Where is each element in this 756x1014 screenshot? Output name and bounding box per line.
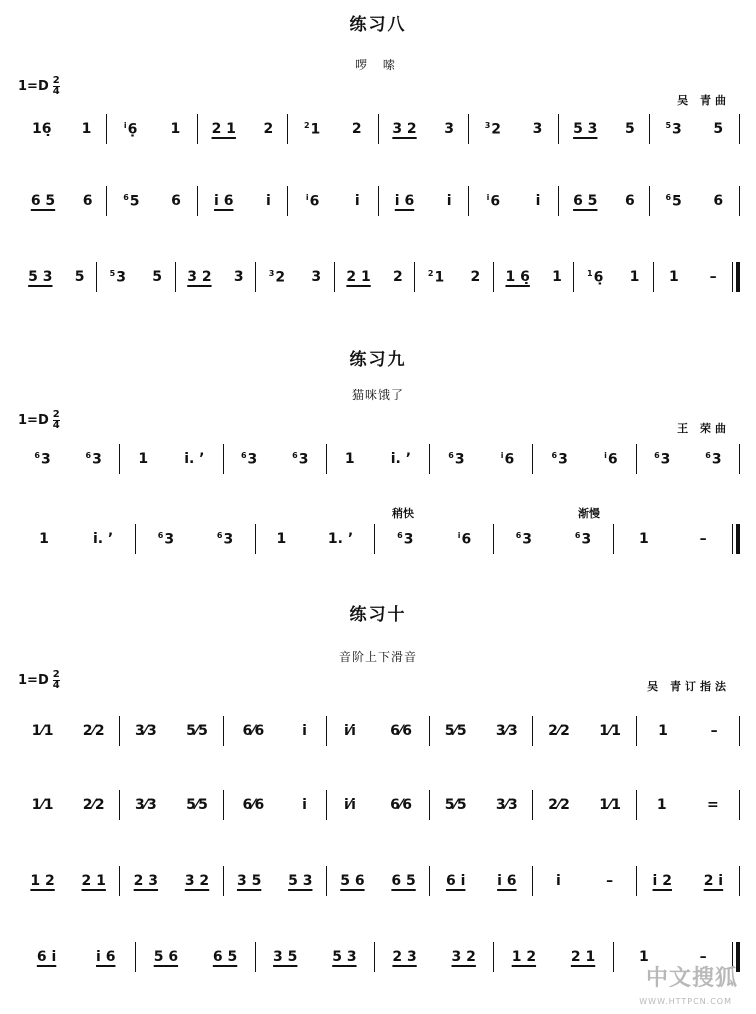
exercise-10-line-4 [16,942,740,972]
measure [494,531,612,548]
measure [559,121,648,137]
note: 6 5 [573,193,598,209]
measure [327,451,429,467]
note: 5 3 [332,949,357,965]
exercise-10-composer: 吴 青订指法 [647,680,730,693]
note: 2 3 [392,949,417,965]
note: i. ’ [390,451,412,467]
note: 2⁄2 [82,723,105,739]
measure [654,269,733,285]
note: 1⁄1 [599,723,622,739]
measure [533,723,635,739]
note: 1 [658,723,668,739]
exercise-10-title: 练习十 [349,605,407,625]
grace-note: 6 [240,450,247,460]
measure [650,121,739,138]
note: $^6$3 [448,450,465,468]
tempo-mark-slower: 渐慢 [578,507,600,520]
note: – [606,873,614,889]
time-signature: $\frac{2}{4}$ [52,75,60,97]
note: i 6 [96,949,116,965]
note: 5 3 [573,121,598,137]
note: 2⁄2 [82,797,105,813]
note: $^3$2 [268,268,286,286]
note: 3 5 [236,873,262,889]
measure [637,797,739,813]
measure [120,451,222,467]
note: $^6$3 [654,450,671,468]
note: 1 [81,121,92,137]
grace-note: i [457,530,461,540]
note: $^6$5 [123,192,140,210]
exercise-10-key [18,670,60,691]
note: 3⁄3 [495,797,518,813]
note: $^i$6 [500,450,515,468]
note: $^i$6 [486,192,501,210]
grace-note: i [305,192,309,202]
note: 5⁄5 [444,723,467,739]
note: 2 1 [346,269,371,285]
exercise-8-composer: 吴 青曲 [677,94,730,107]
measure [637,451,739,468]
note: 5 [74,269,85,285]
time-signature: $\frac{2}{4}$ [52,669,60,691]
grace-note: 5 [109,268,116,278]
measure [224,451,326,468]
note: i 6 [214,193,234,209]
grace-note: 6 [397,530,403,540]
note: 1⁄1 [31,723,54,739]
grace-note: 2 [303,120,310,130]
measure [17,949,135,965]
grace-note: 2 [427,268,434,278]
note: 1 2 [30,873,55,889]
exercise-8-title: 练习八 [349,15,407,35]
note: i [302,723,307,739]
grace-note: 6 [85,450,92,460]
note: 16̣ [32,121,52,137]
note: $^6$3 [705,450,722,468]
note: 6 5 [212,949,238,965]
note: 1 [276,531,287,547]
note: 2 1 [570,949,596,965]
measure [327,723,429,739]
note: $^6$3 [85,450,102,468]
note: 5 6 [153,949,179,965]
grace-note: 6 [216,530,223,540]
note: 3 2 [184,873,210,889]
note: 6 [82,193,93,209]
note: 2 [263,121,274,137]
note: 1 [639,949,649,965]
exercise-8-line-1 [16,114,740,144]
exercise-10-subtitle: 音阶上下滑音 [338,650,417,664]
note: – [710,723,718,739]
grace-note: i [500,450,504,460]
note: 6⁄6 [390,797,412,813]
note: $^2$1 [303,120,321,138]
measure [469,193,558,210]
barline [739,186,740,216]
note: i [266,193,271,209]
note: 6 [713,193,724,209]
note: $^6$3 [34,450,51,468]
note: 1 [639,531,649,547]
note: 5 [152,269,162,285]
measure [614,531,732,547]
note: 3 5 [273,949,298,965]
measure [17,121,106,137]
time-signature: $\frac{2}{4}$ [52,409,60,431]
measure [107,193,196,210]
measure [494,269,573,285]
note: 2 [470,269,481,285]
note: i. ’ [92,531,114,547]
note: $^6$3 [157,530,175,548]
measure [136,949,254,965]
note: $^6$5 [665,192,682,210]
measure [107,121,196,138]
measure [650,193,739,210]
note: – [709,269,717,285]
measure [17,531,135,547]
measure [17,873,119,889]
note: 1 [39,531,49,547]
note: 6⁄6 [242,797,265,813]
note: $^6$3 [216,530,234,548]
measure [97,269,176,286]
note: 6 5 [391,873,416,889]
note: i⁄i [343,797,356,813]
measure [17,723,119,739]
note: 5 [625,121,635,137]
note: $^i$6 [305,192,320,210]
note: i 6 [497,873,517,889]
exercise-9-key [18,410,60,431]
note: 5⁄5 [186,723,208,739]
barline [739,866,740,896]
note: 3⁄3 [134,797,157,813]
note: 2 1 [211,121,236,137]
grace-note: 3 [484,120,491,130]
measure [494,949,612,965]
exercise-9-title: 练习九 [349,350,407,370]
measure [469,121,558,138]
grace-note: 6 [654,450,660,460]
final-barline [732,524,740,554]
measure [17,269,96,285]
note: 5 6 [340,873,365,889]
measure [375,531,493,548]
note: 5⁄5 [186,797,208,813]
measure [379,193,468,209]
note: 2 [351,121,362,137]
note: i [302,797,307,813]
note: 1 [552,269,562,285]
grace-note: 6 [34,450,40,460]
key-signature: 1=D [18,413,49,428]
note: i [535,193,541,209]
note: 2⁄2 [548,797,570,813]
note: 3 [444,121,455,137]
note: 2⁄2 [548,723,570,739]
note: i 2 [652,873,672,889]
measure [574,269,653,286]
exercise-8-subtitle: 啰 嗦 [355,58,401,72]
exercise-10-line-3 [16,866,740,896]
measure [120,873,222,889]
grace-note: 6 [515,530,522,540]
exercise-10-line-2 [16,790,740,820]
exercise-9-line-2 [16,524,740,554]
barline [739,114,740,144]
measure [17,451,119,468]
note: 6 [171,193,181,209]
note: $^6$3 [574,530,592,548]
measure [430,797,532,813]
note: 3 2 [392,121,417,137]
note: – [699,949,707,965]
note: 3⁄3 [495,723,518,739]
note: $^1$6̣ [587,268,604,286]
measure [533,451,635,468]
measure [256,269,335,286]
note: 1⁄1 [31,797,54,813]
measure [533,797,635,813]
note: 3 [311,269,322,285]
measure [637,873,739,889]
measure [327,873,429,889]
note: $^6$3 [551,450,568,468]
tempo-mark-faster: 稍快 [392,507,414,520]
grace-note: i [604,450,607,460]
key-signature: 1=D [18,673,49,688]
note: $^6$3 [397,530,414,548]
exercise-9-composer: 王 荣曲 [677,422,730,435]
note: $^6$3 [515,530,533,548]
note: $^i$6 [604,450,618,468]
measure [379,121,468,137]
note: 3⁄3 [134,723,157,739]
measure [198,193,287,209]
measure [637,723,739,739]
measure [120,797,222,813]
measure [335,269,414,285]
measure [17,193,106,209]
note: 2 3 [133,873,159,889]
measure [430,723,532,739]
barline [739,444,740,474]
grace-note: 6 [123,192,129,202]
note: 3 [532,121,543,137]
note: 5 [713,121,724,137]
note: $^5$3 [665,120,682,138]
note: 1 [170,121,181,137]
note: $^2$1 [427,268,445,286]
measure [256,949,374,965]
measure [256,531,374,547]
grace-note: i [123,120,127,130]
exercise-8-key [18,76,60,97]
note: 3 2 [451,949,476,965]
measure [288,121,377,138]
note: 1 [138,451,149,467]
note: 2 1 [81,873,106,889]
measure [198,121,287,137]
note: 5 3 [288,873,313,889]
note: 1 6̣ [505,269,530,285]
note: 5⁄5 [444,797,467,813]
measure [288,193,377,210]
note: = [707,797,719,813]
exercise-8-line-2 [16,186,740,216]
grace-note: 3 [268,268,275,278]
note: 6 i [445,873,466,889]
note: 1 2 [511,949,537,965]
final-barline [732,262,740,292]
note: 1 [656,797,667,813]
note: i [354,193,360,209]
note: $^i$6̣ [123,120,138,138]
note: $^i$6 [457,530,472,548]
barline [739,790,740,820]
grace-note: 6 [292,450,298,460]
note: 1 [629,269,640,285]
measure [415,269,494,286]
note: i. ’ [184,451,205,467]
note: $^6$3 [240,450,258,468]
note: i 6 [394,193,415,209]
note: 6 [625,193,635,209]
note: 6 5 [30,193,56,209]
note: $^5$3 [109,268,126,286]
note: – [699,531,707,547]
note: 1⁄1 [599,797,622,813]
note: $^3$2 [484,120,502,138]
barline [739,716,740,746]
measure [17,797,119,813]
exercise-8-line-3 [16,262,740,292]
grace-note: 6 [574,530,581,540]
key-signature: 1=D [18,79,49,94]
measure [224,723,326,739]
note: 2 i [703,873,724,889]
grace-note: 6 [157,530,164,540]
grace-note: 5 [665,120,672,130]
note: 1 [344,451,355,467]
measure [120,723,222,739]
measure [224,873,326,889]
measure [327,797,429,813]
measure [559,193,648,209]
note: 3 2 [187,269,212,285]
note: $^6$3 [292,450,309,468]
grace-note: i [486,192,490,202]
note: 6⁄6 [242,723,265,739]
note: 2 [392,269,403,285]
note: 1 [668,269,679,285]
grace-note: 6 [448,450,454,460]
grace-note: 6 [665,192,672,202]
grace-note: 6 [705,450,711,460]
measure [430,873,532,889]
exercise-10-line-1 [16,716,740,746]
note: 3 [233,269,244,285]
grace-note: 6 [551,450,558,460]
measure [375,949,493,965]
exercise-9-line-1 [16,444,740,474]
note: i [446,193,452,209]
note: 6⁄6 [390,723,412,739]
measure [430,451,532,468]
note: i⁄i [343,723,356,739]
measure [176,269,255,285]
measure [533,873,635,889]
note: 5 3 [28,269,53,285]
note: i [556,873,561,889]
measure [224,797,326,813]
exercise-9-subtitle: 猫咪饿了 [351,388,404,402]
watermark-logo: 中文搜狐 [645,966,738,991]
note: 6 i [36,949,57,965]
grace-note: 1 [587,268,593,278]
note: 1. ’ [327,531,354,547]
measure [136,531,254,548]
watermark-url: WWW.HTTPCN.COM [639,997,732,1006]
